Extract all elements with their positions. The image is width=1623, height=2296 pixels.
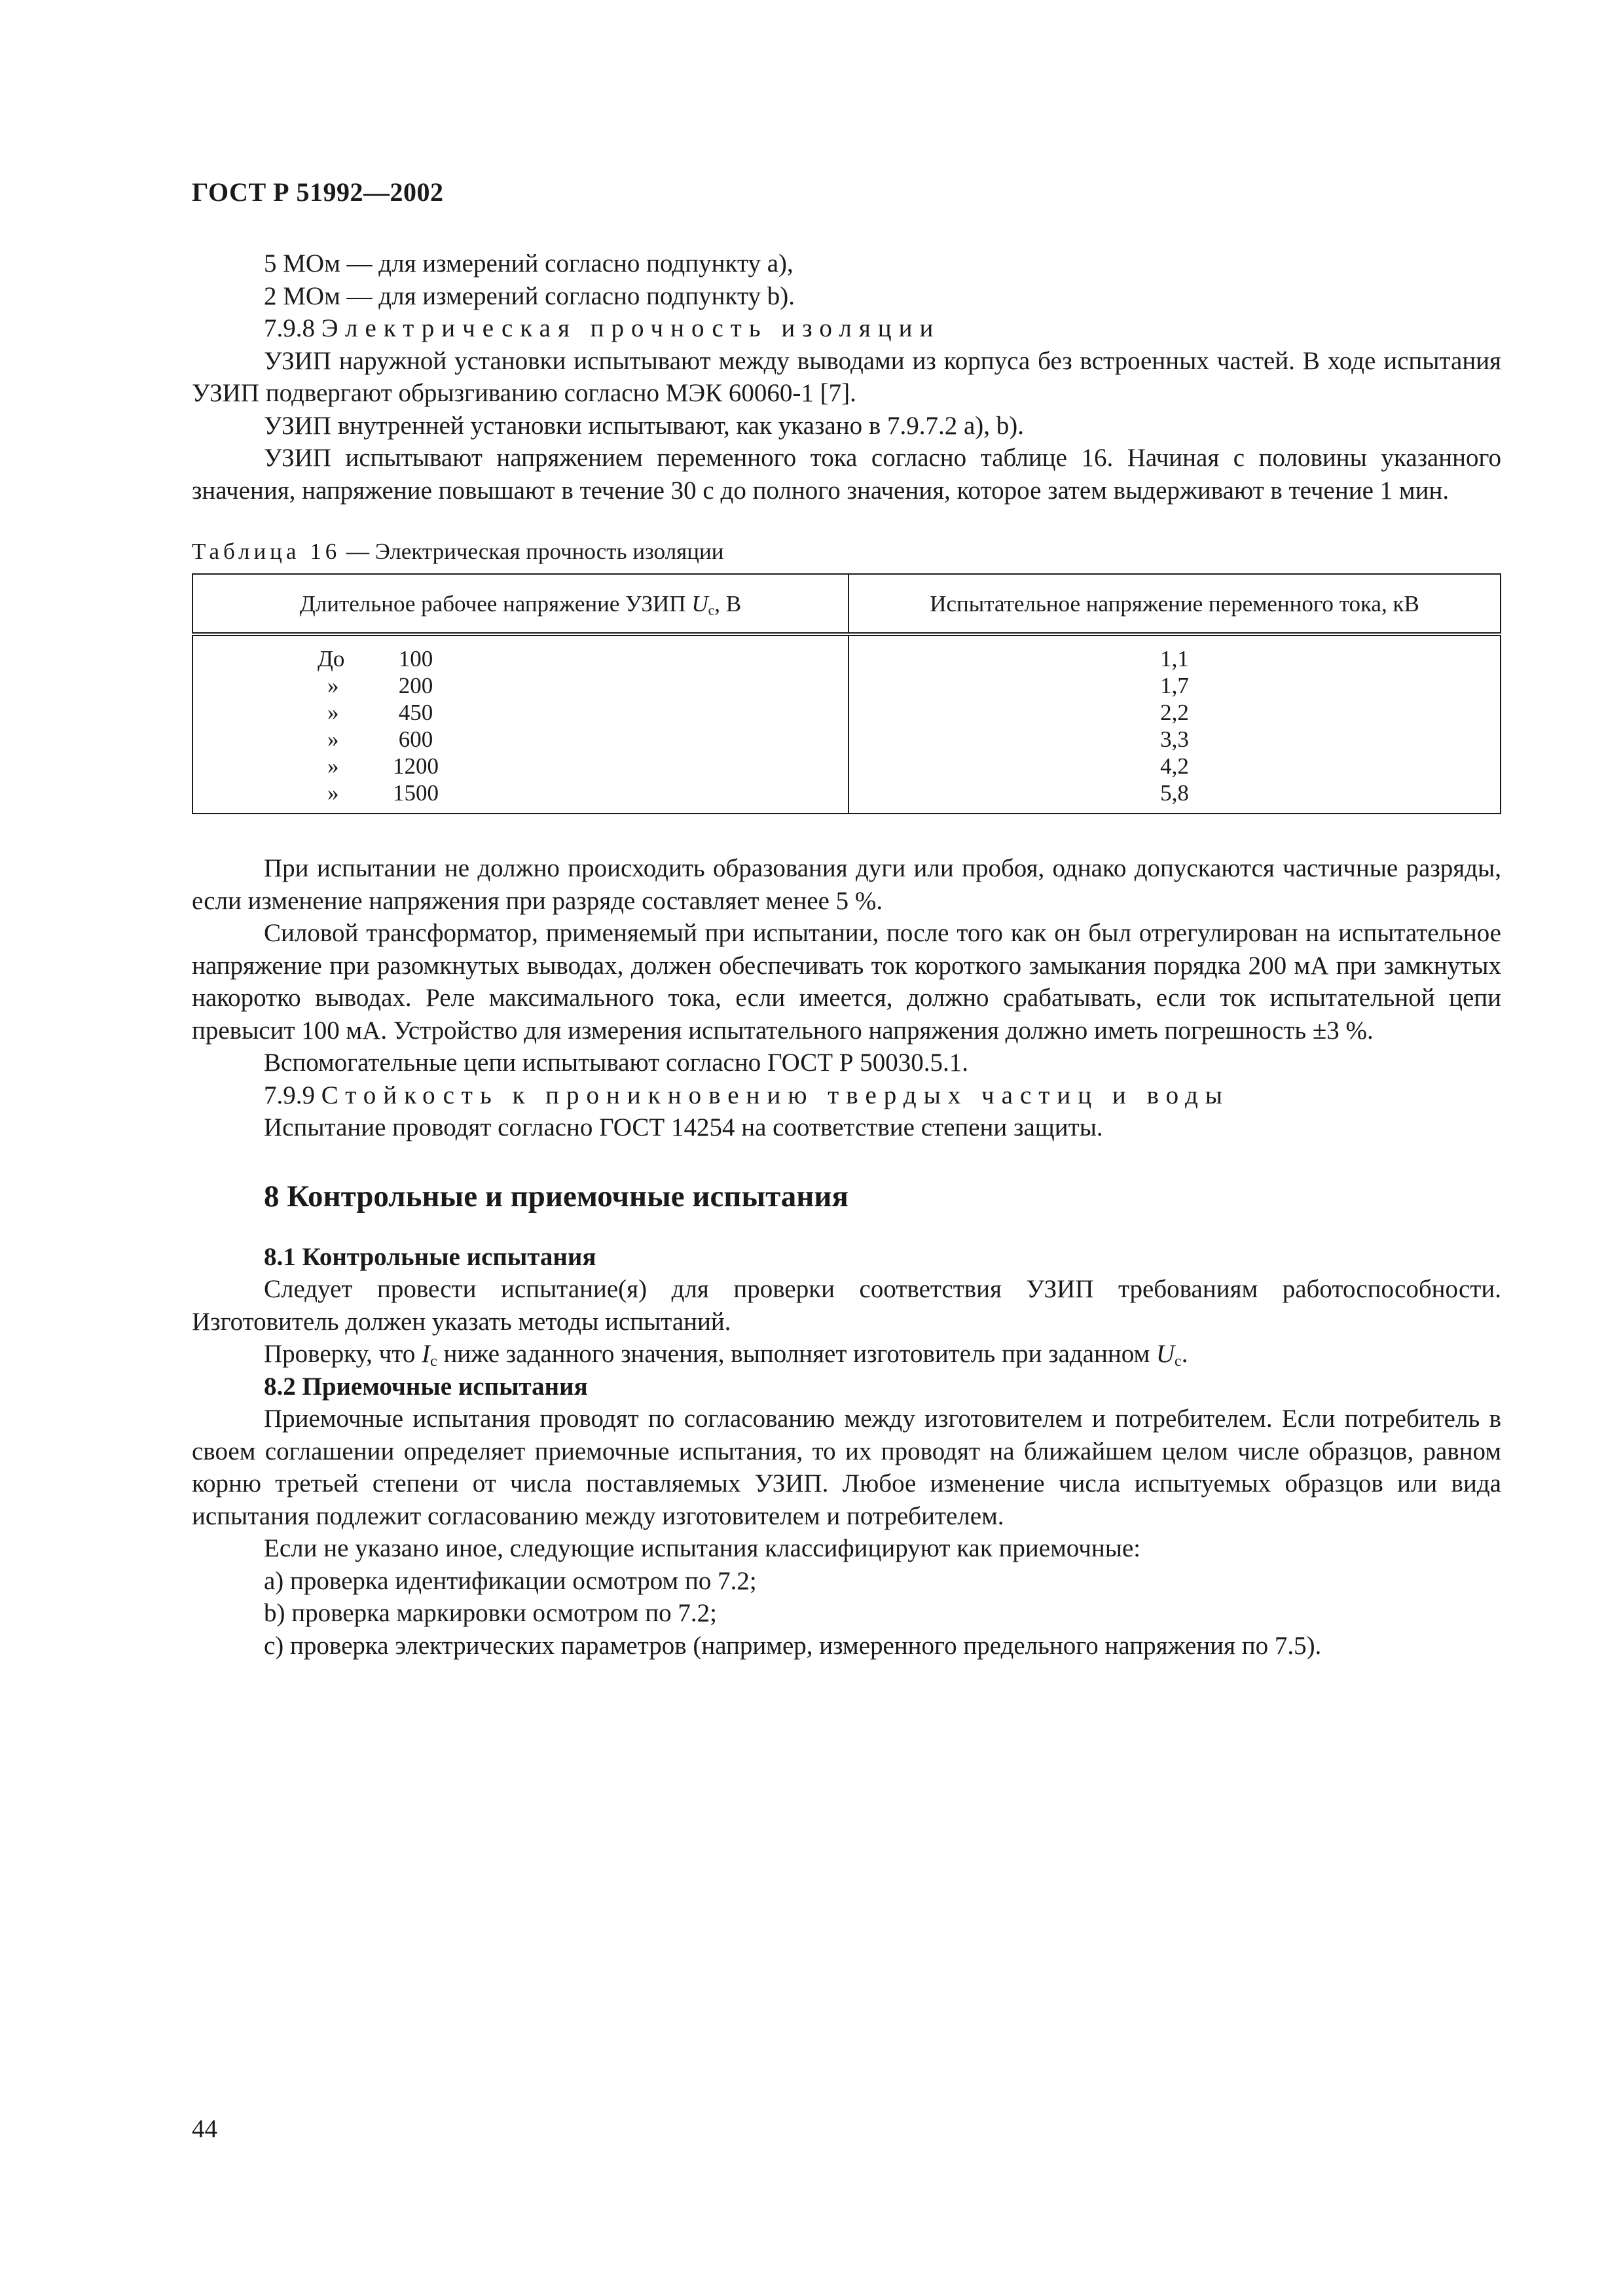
column-header-voltage-text: Длительное рабочее напряжение УЗИП — [299, 590, 692, 617]
page-number: 44 — [192, 2115, 217, 2143]
paragraph-ic-check — [192, 1338, 1501, 1371]
paragraph-acceptance-tests: Приемочные испытания проводят по согласованию между изготовителем и потребителем. Если потребитель в своем соглашении определяет приемочные испытания, то их проводят на ближайшем целом числе образцов, равном корню третьей степени от числа поставляемых УЗИП. Любое изменение числа испытуемых образцов или вида испытания подлежит согласованию между изготовителем и потребителем. — [192, 1405, 1501, 1530]
ic-subscript: c — [430, 1352, 437, 1371]
table-row — [192, 726, 1501, 753]
column-header-voltage — [192, 574, 848, 634]
section-7-9-9-number: 7.9.9 — [264, 1081, 315, 1109]
table-header-row — [192, 574, 1501, 634]
voltage-value: 450 — [398, 700, 433, 725]
subsection-8-2-heading: 8.2 Приемочные испытания — [264, 1372, 588, 1401]
subsection-8-1-heading: 8.1 Контрольные испытания — [264, 1242, 596, 1271]
list-item: c) проверка электрических параметров (например, измеренного предельного напряжения по 7.5). — [264, 1631, 1322, 1660]
test-voltage-cell: 1,7 — [848, 672, 1501, 699]
section-7-9-8-heading — [192, 312, 1501, 345]
column-header-test-voltage: Испытательное напряжение переменного тока, кВ — [848, 574, 1501, 634]
ic-check-text-end: . — [1181, 1340, 1188, 1368]
table-row — [192, 780, 1501, 814]
voltage-cell — [192, 699, 848, 726]
section-7-9-9-heading — [192, 1079, 1501, 1112]
paragraph-aux-circuits: Вспомогательные цепи испытывают согласно ГОСТ Р 50030.5.1. — [264, 1049, 968, 1077]
list-item: a) проверка идентификации осмотром по 7.2; — [264, 1566, 757, 1595]
voltage-prefix: » — [327, 673, 339, 698]
voltage-prefix: До — [318, 646, 345, 672]
ic-check-text-start: Проверку, что — [264, 1340, 422, 1368]
voltage-value: 1200 — [393, 753, 439, 779]
voltage-cell — [192, 780, 848, 814]
test-voltage-cell: 5,8 — [848, 780, 1501, 814]
intro-line-2: 2 МОм — для измерений согласно подпункту b). — [264, 281, 795, 310]
ic-check-text-middle: ниже заданного значения, выполняет изготовитель при заданном — [437, 1340, 1156, 1368]
voltage-value: 1500 — [393, 780, 439, 806]
column-header-voltage-symbol: U — [691, 590, 708, 617]
paragraph-ac-test: УЗИП испытывают напряжением переменного тока согласно таблице 16. Начиная с половины указанного значения, напряжение повышают в течение 30 с до полного значения, которое затем выдерживают в течение 1 мин. — [192, 444, 1501, 505]
voltage-value: 600 — [398, 726, 433, 752]
paragraph-indoor-spd: УЗИП внутренней установки испытывают, как указано в 7.9.7.2 a), b). — [264, 411, 1025, 440]
column-header-voltage-unit: , В — [714, 590, 742, 617]
page-content — [192, 247, 1501, 1662]
table-16-label: Таблица 16 — [192, 539, 341, 564]
standard-header: ГОСТ Р 51992—2002 — [192, 177, 444, 207]
section-7-9-8-title: Электрическая прочность изоляции — [321, 314, 941, 342]
paragraph-transformer: Силовой трансформатор, применяемый при испытании, после того как он был отрегулирован на испытательное напряжение при разомкнутых выводах, должен обеспечивать ток короткого замыкания порядка 200 мА при замкнутых накоротко выводах. Реле максимального тока, если имеется, должно срабатывать, если ток испытательной цепи превысит 100 мА. Устройство для измерения испытательного напряжения должно иметь погрешность ±3 %. — [192, 919, 1501, 1045]
table-16 — [192, 573, 1501, 814]
section-7-9-9-title: Стойкость к проникновению твердых частиц и воды — [321, 1081, 1230, 1109]
paragraph-ip-test: Испытание проводят согласно ГОСТ 14254 на соответствие степени защиты. — [264, 1113, 1103, 1141]
section-8-heading: 8 Контрольные и приемочные испытания — [264, 1179, 848, 1213]
voltage-prefix: » — [327, 700, 339, 725]
table-row — [192, 699, 1501, 726]
test-voltage-cell: 2,2 — [848, 699, 1501, 726]
column-header-voltage-subscript: c — [708, 601, 715, 618]
test-voltage-cell: 3,3 — [848, 726, 1501, 753]
paragraph-acceptance-list-intro: Если не указано иное, следующие испытания классифицируют как приемочные: — [264, 1534, 1141, 1562]
table-row — [192, 634, 1501, 672]
voltage-cell — [192, 753, 848, 780]
test-voltage-cell: 1,1 — [848, 634, 1501, 672]
voltage-prefix: » — [327, 780, 339, 806]
table-row — [192, 672, 1501, 699]
section-7-9-8-number: 7.9.8 — [264, 314, 315, 342]
acceptance-tests-list — [192, 1565, 1501, 1662]
voltage-cell — [192, 672, 848, 699]
voltage-prefix: » — [327, 726, 339, 752]
paragraph-outdoor-spd: УЗИП наружной установки испытывают между выводами из корпуса без встроенных частей. В ходе испытания УЗИП подвергают обрызгиванию согласно МЭК 60060-1 [7]. — [192, 346, 1501, 407]
intro-line-1: 5 МОм — для измерений согласно подпункту a), — [264, 249, 793, 278]
voltage-value: 100 — [398, 646, 433, 672]
document-page — [192, 0, 1501, 2296]
list-item: b) проверка маркировки осмотром по 7.2; — [264, 1599, 717, 1627]
voltage-value: 200 — [398, 673, 433, 698]
voltage-prefix: » — [327, 753, 339, 779]
paragraph-routine-tests: Следует провести испытание(я) для проверки соответствия УЗИП требованиям работоспособности. Изготовитель должен указать методы испытаний. — [192, 1275, 1501, 1336]
uc-symbol: U — [1156, 1340, 1175, 1368]
uc-subscript: c — [1175, 1352, 1182, 1371]
table-16-title: — Электрическая прочность изоляции — [340, 539, 724, 564]
voltage-cell — [192, 726, 848, 753]
voltage-cell — [192, 634, 848, 672]
test-voltage-cell: 4,2 — [848, 753, 1501, 780]
after-table-block — [192, 852, 1501, 1144]
table-16-caption — [192, 538, 1501, 565]
ic-symbol: I — [422, 1340, 431, 1368]
paragraph-arc-breakdown: При испытании не должно происходить образования дуги или пробоя, однако допускаются частичные разряды, если изменение напряжения при разряде составляет менее 5 %. — [192, 854, 1501, 915]
table-row — [192, 753, 1501, 780]
